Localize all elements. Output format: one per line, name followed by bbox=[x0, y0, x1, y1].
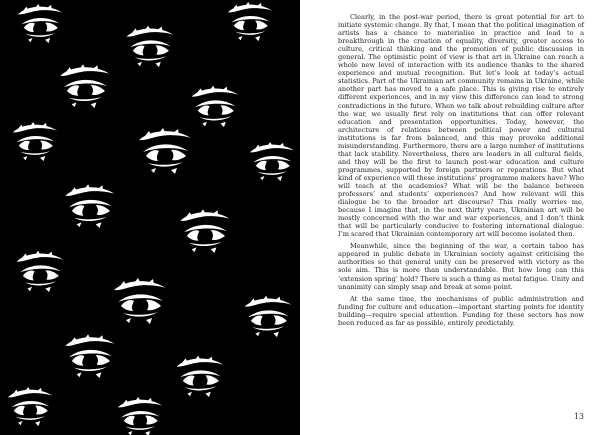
eye-3 bbox=[228, 2, 272, 41]
eye-6 bbox=[13, 122, 57, 161]
paragraph-1: Clearly, in the post-war period, there is great potential for art to initiate systemic change. By that, I mean that the political imagination of artists has a chance to materialise in practice and lead to a breakthrough in the creation of equality, diversity, greater access to culture, critical thinking and the promotion of public discussion in general. The optimistic point of view is that art in Ukraine can reach a whole new level of interaction with its audience thanks to the shared experience and mutual recognition. But let’s look at today’s actual statistics. Part of the Ukrainian art community remains in Ukraine, while another part has moved to a safe place. This is giving rise to entirely different experiences, and in my view this difference can lead to strong contradictions in the future. When we talk about rebuilding culture after the war, we usually first rely on institutions that can offer relevant education and presentation opportunities. Today, however, the architecture of relations between political power and cultural institutions is far from balanced, and this may provoke additional misunderstanding. Furthermore, there are a large number of institutions that lack stability. Nevertheless, there are leaders in all cultural fields, and they will be the first to launch post-war education and culture programmes, supported by foreign partners or reparations. But what kind of experience will these institutions’ programme makers have? Who will teach at the academies? What will be the balance between professors’ and students’ experiences? And how relevant will this dialogue be to the broader art discourse? This really worries me, because I imagine that, in the next thirty years, Ukrainian art will be mostly concerned with the war and war experiences, and I don’t think that will be particularly conducive to fostering international dialogue. I’m scared that Ukrainian contemporary art will become isolated then. bbox=[338, 13, 584, 239]
eye-12 bbox=[114, 278, 166, 324]
paragraph-2: Meanwhile, since the beginning of the war, a certain taboo has appeared in public debate in Ukrainian society against criticising the authorities so that general unity can be preserved with victory as the sole aim. This is more than understandable. But how long can this ‘extension spring’ hold? There is such a thing as metal fatigue. Unity and unanimity can simply snap and break at some point. bbox=[338, 242, 584, 291]
text-page bbox=[300, 0, 600, 435]
eye-9 bbox=[65, 184, 114, 228]
page-number: 13 bbox=[573, 412, 584, 421]
eye-11 bbox=[17, 251, 64, 292]
eye-15 bbox=[177, 356, 224, 397]
eye-5 bbox=[192, 86, 239, 127]
eye-10 bbox=[180, 209, 229, 253]
eye-7 bbox=[139, 128, 191, 174]
eye-4 bbox=[60, 64, 109, 108]
paragraph-3: At the same time, the mechanisms of public administration and funding for culture and education—important starting points for identity building—require special attention. Funding for these sectors has now been reduced as far as possible, entirely predictably. bbox=[338, 294, 584, 327]
eye-14 bbox=[65, 334, 114, 378]
eye-16 bbox=[8, 387, 52, 426]
eye-13 bbox=[245, 296, 292, 337]
eye-8 bbox=[250, 142, 294, 181]
eye-1 bbox=[18, 4, 62, 43]
eye-2 bbox=[127, 26, 174, 67]
body-text bbox=[338, 13, 584, 331]
eye-17 bbox=[118, 397, 162, 435]
